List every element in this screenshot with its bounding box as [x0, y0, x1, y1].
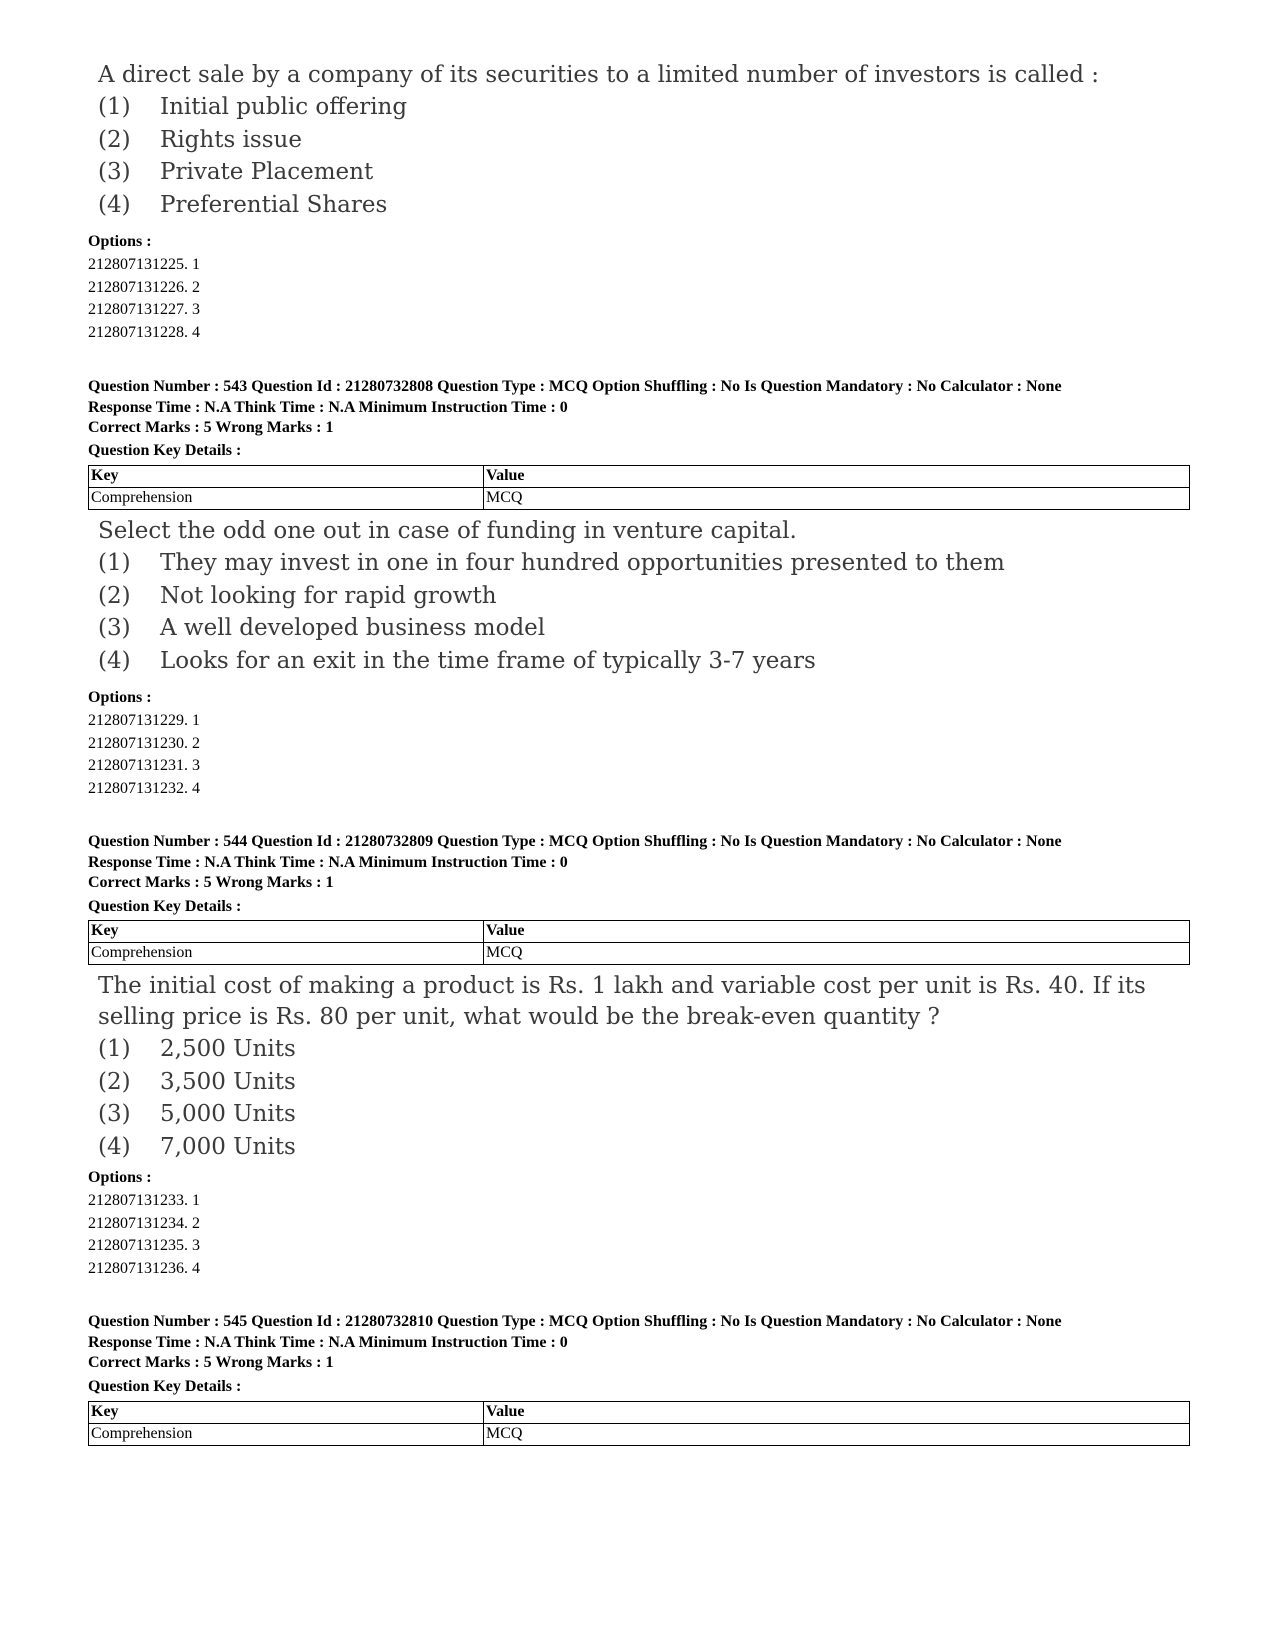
table-header-row [89, 466, 1190, 488]
table-cell-value: MCQ [484, 488, 1190, 510]
table-header-value: Value [484, 921, 1190, 943]
options-label: Options : [88, 233, 152, 250]
q542-choice-1: (1) Initial public offering [98, 94, 408, 120]
q543-key-details-label: Question Key Details : [88, 442, 242, 459]
option-id: 212807131228. 4 [88, 324, 200, 342]
table-header-key: Key [89, 466, 484, 488]
option-id: 212807131226. 2 [88, 278, 200, 296]
option-id: 212807131225. 1 [88, 255, 200, 273]
question-info-line: Question Number : 544 Question Id : 21280732809 Question Type : MCQ Option Shuffling : No Is Question Mandatory : No Calculator : None [88, 833, 1062, 850]
q543-choice-2: (2) Not looking for rapid growth [98, 582, 497, 609]
table-header-key: Key [89, 1402, 484, 1424]
table-header-row [89, 1402, 1190, 1424]
option-id: 212807131229. 1 [88, 711, 200, 729]
q544-header [88, 831, 1062, 871]
table-header-value: Value [484, 466, 1190, 488]
option-id: 212807131227. 3 [88, 301, 200, 319]
q543-choice-3: (3) A well developed business model [98, 615, 546, 641]
question-info-line: Question Number : 545 Question Id : 21280732810 Question Type : MCQ Option Shuffling : No Is Question Mandatory : No Calculator : None [88, 1313, 1062, 1330]
table-cell-key: Comprehension [89, 1424, 484, 1446]
q545-key-details-label: Question Key Details : [88, 1378, 242, 1395]
q543-choice-1: (1) They may invest in one in four hundred opportunities presented to them [98, 550, 1005, 576]
q544-choice-1: (1) 2,500 Units [98, 1036, 296, 1062]
q544-choice-2: (2) 3,500 Units [98, 1068, 296, 1095]
q545-key-table [88, 1401, 1190, 1446]
q544-options-block [88, 1167, 200, 1281]
q542-choice-2: (2) Rights issue [98, 126, 302, 153]
q544-key-details-label: Question Key Details : [88, 898, 242, 915]
options-label: Options : [88, 1169, 152, 1186]
q545-header [88, 1311, 1062, 1351]
response-time-line: Response Time : N.A Think Time : N.A Minimum Instruction Time : 0 [88, 1333, 568, 1351]
table-header-value: Value [484, 1402, 1190, 1424]
option-id: 212807131234. 2 [88, 1214, 200, 1232]
response-time-line: Response Time : N.A Think Time : N.A Minimum Instruction Time : 0 [88, 853, 568, 871]
q544-stem: The initial cost of making a product is Rs. 1 lakh and variable cost per unit is Rs. 40. If its selling price is Rs. 80 per unit, what would be the break-even quantity ? [98, 973, 1146, 1030]
option-id: 212807131232. 4 [88, 780, 200, 798]
response-time-line: Response Time : N.A Think Time : N.A Minimum Instruction Time : 0 [88, 398, 568, 416]
option-id: 212807131231. 3 [88, 757, 200, 775]
question-info-line: Question Number : 543 Question Id : 21280732808 Question Type : MCQ Option Shuffling : No Is Question Mandatory : No Calculator : None [88, 378, 1062, 395]
table-cell-key: Comprehension [89, 488, 484, 510]
q544-question-image [98, 971, 1208, 1163]
q542-choice-3: (3) Private Placement [98, 159, 374, 185]
q544-marks: Correct Marks : 5 Wrong Marks : 1 [88, 874, 334, 891]
q543-stem: Select the odd one out in case of funding in venture capital. [98, 518, 797, 544]
q543-marks: Correct Marks : 5 Wrong Marks : 1 [88, 419, 334, 436]
table-header-key: Key [89, 921, 484, 943]
q543-key-table [88, 465, 1190, 510]
options-label: Options : [88, 689, 152, 706]
option-id: 212807131235. 3 [88, 1237, 200, 1255]
q543-question-image [98, 516, 1005, 677]
q544-key-table [88, 920, 1190, 965]
option-id: 212807131233. 1 [88, 1191, 200, 1209]
table-row [89, 488, 1190, 510]
option-id: 212807131230. 2 [88, 734, 200, 752]
q543-choice-4: (4) Looks for an exit in the time frame of typically 3-7 years [98, 647, 816, 674]
q544-choice-3: (3) 5,000 Units [98, 1101, 296, 1127]
q542-options-block [88, 231, 200, 345]
q543-options-block [88, 687, 200, 801]
option-id: 212807131236. 4 [88, 1260, 200, 1278]
q545-marks: Correct Marks : 5 Wrong Marks : 1 [88, 1354, 334, 1371]
q542-question-image [98, 60, 1099, 221]
table-cell-value: MCQ [484, 943, 1190, 965]
table-row [89, 1424, 1190, 1446]
table-header-row [89, 921, 1190, 943]
q542-choice-4: (4) Preferential Shares [98, 191, 388, 218]
table-cell-value: MCQ [484, 1424, 1190, 1446]
q542-stem: A direct sale by a company of its securities to a limited number of investors is called : [98, 62, 1100, 88]
q544-choice-4: (4) 7,000 Units [98, 1133, 296, 1160]
q543-header [88, 376, 1062, 416]
table-row [89, 943, 1190, 965]
table-cell-key: Comprehension [89, 943, 484, 965]
